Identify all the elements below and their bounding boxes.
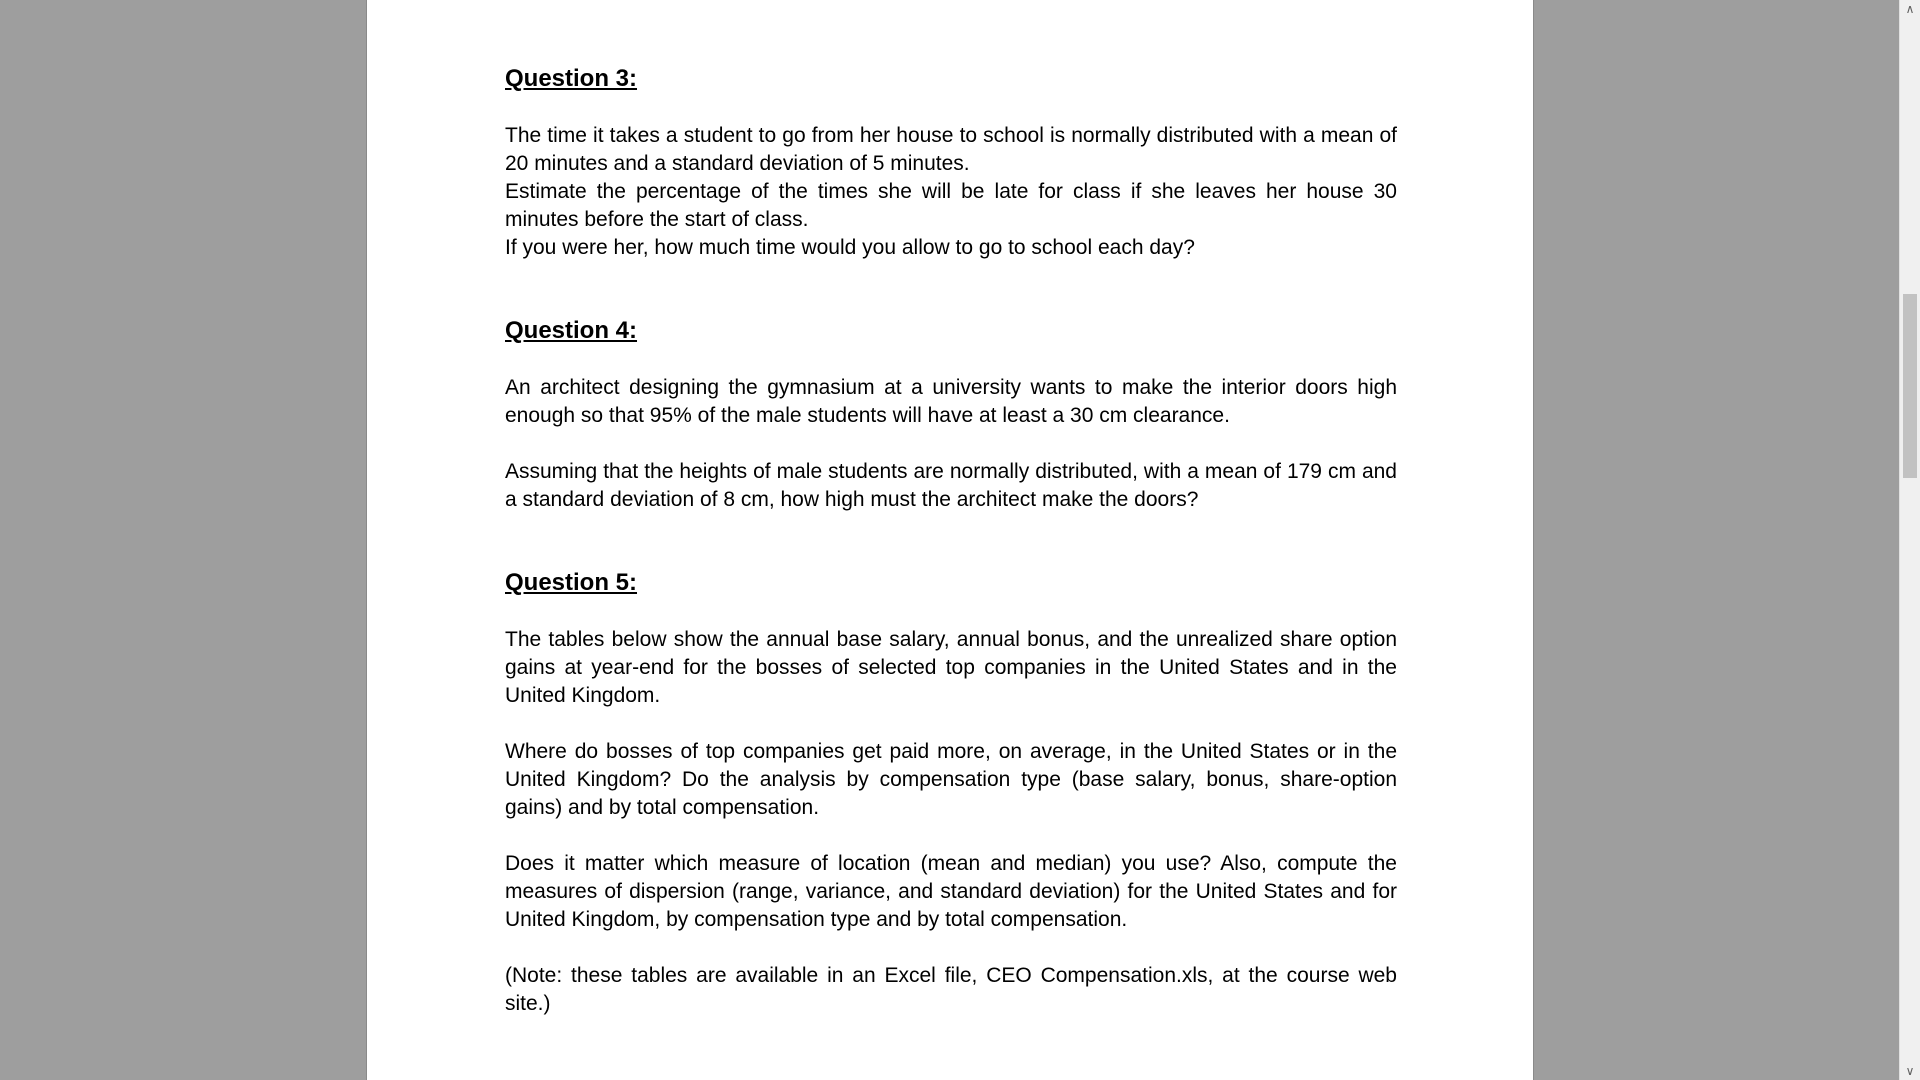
scrollbar-thumb[interactable] — [1903, 294, 1917, 478]
question-4-section — [505, 316, 1397, 514]
chevron-up-icon[interactable]: ∧ — [1905, 2, 1915, 16]
question-3-heading: Question 3: — [505, 65, 638, 92]
question-3-line: The time it takes a student to go from her house to school is normally distributed with a mean of 20 minutes and a standard deviation of 5 minutes. — [505, 124, 1397, 175]
question-5-heading: Question 5: — [505, 569, 638, 596]
chevron-down-icon[interactable]: ∨ — [1905, 1064, 1915, 1078]
question-5-paragraph: The tables below show the annual base salary, annual bonus, and the unrealized share option gains at year-end for the bosses of selected top companies in the United States and in the United Kingdom. — [505, 628, 1397, 707]
question-5-note: (Note: these tables are available in an Excel file, CEO Compensation.xls, at the course web site.) — [505, 964, 1397, 1015]
question-5-paragraph: Where do bosses of top companies get paid more, on average, in the United States or in the United Kingdom? Do the analysis by compensation type (base salary, bonus, share-option gains) and by total compensation. — [505, 740, 1397, 819]
question-5-paragraph: Does it matter which measure of location (mean and median) you use? Also, compute the measures of dispersion (range, variance, and standard deviation) for the United States and for United Kingdom, by compensation type and by total compensation. — [505, 852, 1397, 931]
document-page — [366, 0, 1534, 1080]
question-4-paragraph: Assuming that the heights of male students are normally distributed, with a mean of 179 cm and a standard deviation of 8 cm, how high must the architect make the doors? — [505, 460, 1397, 511]
question-3-line: Estimate the percentage of the times she will be late for class if she leaves her house 30 minutes before the start of class. — [505, 180, 1397, 231]
question-3-section — [505, 64, 1397, 262]
question-3-paragraph — [505, 122, 1397, 262]
question-4-heading: Question 4: — [505, 317, 638, 344]
document-content — [505, 64, 1397, 1018]
question-5-section — [505, 568, 1397, 1018]
question-3-line: If you were her, how much time would you allow to go to school each day? — [505, 236, 1195, 259]
vertical-scrollbar[interactable] — [1899, 0, 1920, 1080]
question-4-paragraph: An architect designing the gymnasium at a university wants to make the interior doors high enough so that 95% of the male students will have at least a 30 cm clearance. — [505, 376, 1397, 427]
